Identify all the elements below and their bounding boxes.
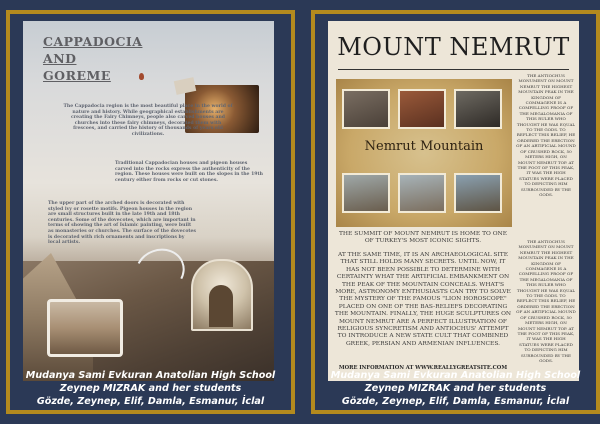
photo-collage	[336, 79, 512, 227]
relief-photo	[398, 89, 446, 129]
right-caption	[315, 369, 596, 408]
students-line: Gözde, Zeynep, Elif, Damla, Esmanur, İclal	[341, 396, 570, 407]
teacher-line: Zeynep MIZRAK and her students	[364, 383, 547, 394]
title-line-2: AND	[43, 51, 77, 66]
summit-text: THE SUMMIT OF MOUNT NEMRUT IS HOME TO ONE OF TURKEY'S MOST ICONIC SIGHTS.	[338, 231, 507, 245]
teacher-line: Zeynep MIZRAK and her students	[59, 383, 242, 394]
body-text: AT THE SAME TIME, IT IS AN ARCHAEOLOGICAL SITE THAT STILL HOLDS MANY SECRETS. UNTIL NOW, IT HAS NOT BEEN POSSIBLE TO DETERMINE WITH CERTAINTY WHAT THE ARTIFICIAL EMBANKMENT ON THE PEAK OF THE MOUNTAIN CONCEALS. WHAT'S MORE, ASTRONOMY ENTHUSIASTS CAN TRY TO SOLVE THE MYSTERY OF THE FAMOUS "LION HOROSCOPE" PLACED ON ONE OF THE BAS-RELIEFS DECORATING THE MOUNTAIN. FINALLY, THE HUGE SCULPTURES ON MOUNT NEMRUT ARE A PERFECT ILLUSTRATION OF RELIGIOUS SYNCRETISM AND ANTIOCHUS' ATTEMPT TO INTRODUCE A NEW STATE CULT THAT COMBINED GREEK, PERSIAN AND ARMENIAN INFLUENCES.	[334, 252, 512, 347]
school-name: Mudanya Sami Evkuran Anatolian High School	[330, 370, 581, 381]
sidebar-text-bottom: THE ANTIOCHUS MONUMENT ON MOUNT NEMRUT THE HIGHEST MOUNTAIN PEAK IN THE KINGDOM OF COMMAGENE IS A COMPELLING PROOF OF THE MEGALOMANIA OF THIS RULER WHO THOUGHT HE WAS EQUAL TO THE GODS. TO REFLECT THIS BELIEF, HE ORDERED THE ERECTION OF AN ARTIFICIAL MOUND OF CRUSHED ROCK, 50 METERS HIGH, ON MOUNT NEMRUT TOP. AT THE FOOT OF THIS PEAK, IT WAS THE HIGH STATUES WERE PLACED TO DEPICTING HIM SURROUNDED BY THE GODS.	[516, 239, 576, 363]
sidebar-text-top: THE ANTIOCHUS MONUMENT ON MOUNT NEMRUT THE HIGHEST MOUNTAIN PEAK IN THE KINGDOM OF COMMAGENE IS A COMPELLING PROOF OF THE MEGALOMANIA OF THIS RULER WHO THOUGHT HE WAS EQUAL TO THE GODS. TO REFLECT THIS BELIEF, HE ORDERED THE ERECTION OF AN ARTIFICIAL MOUND OF CRUSHED ROCK, 50 METERS HIGH, ON MOUNT NEMRUT TOP. AT THE FOOT OF THIS PEAK, IT WAS THE HIGH STATUES WERE PLACED TO DEPICTING HIM SURROUNDED BY THE GODS.	[516, 73, 576, 197]
title-divider	[338, 69, 569, 70]
houses-paragraph: Traditional Cappadocian houses and pigeon houses carved into the rocks express the authenticity of the region. These houses were built on the slopes in the 19th century either from rocks or cut stones.	[115, 161, 263, 183]
doors-paragraph: The upper part of the arched doors is decorated with styled ivy or rosette motifs. Pigeon houses in the region are small structures built in the late 19th and 18th centuries. Some of the dovecotes, which are important in terms of showing the art of Islamic painting, were built as monasteries or churches. The surface of the dovecotes is decorated with rich ornaments and inscriptions by local artists.	[48, 201, 197, 246]
left-caption	[10, 369, 291, 408]
cappadocia-poster	[23, 21, 274, 381]
statue-heads-photo	[342, 89, 390, 129]
nemrut-poster	[328, 21, 579, 381]
poster-title: MOUNT NEMRUT	[337, 33, 570, 61]
hot-air-balloon-icon	[139, 73, 144, 80]
fairy-chimneys-photo	[47, 299, 123, 357]
head-statue-photo	[454, 89, 502, 129]
door-opening	[209, 285, 233, 327]
students-line: Gözde, Zeynep, Elif, Damla, Esmanur, İclal	[36, 396, 265, 407]
poster-title	[43, 33, 142, 84]
more-info-link[interactable]: MORE INFORMATION AT WWW.REALLYGREATSITE.COM	[338, 365, 508, 371]
banner-title: Nemrut Mountain	[364, 139, 484, 154]
mountain-photo	[342, 173, 390, 213]
right-poster-panel	[311, 10, 600, 414]
ruins-photo	[398, 173, 446, 213]
title-line-1: CAPPADOCIA	[43, 34, 143, 49]
intro-paragraph: The Cappadocia region is the most beautiful place in the world of nature and history. While geographical establishments are creating the Fairy Chimneys, people also carved houses and churches into these fairy chimneys, decorated them with frescoes, and carried the history of thousands of years old civilizations.	[63, 104, 233, 137]
title-line-3: GOREME	[43, 68, 111, 83]
school-name: Mudanya Sami Evkuran Anatolian High School	[25, 370, 276, 381]
columns-photo	[454, 173, 502, 213]
left-poster-panel	[6, 10, 295, 414]
